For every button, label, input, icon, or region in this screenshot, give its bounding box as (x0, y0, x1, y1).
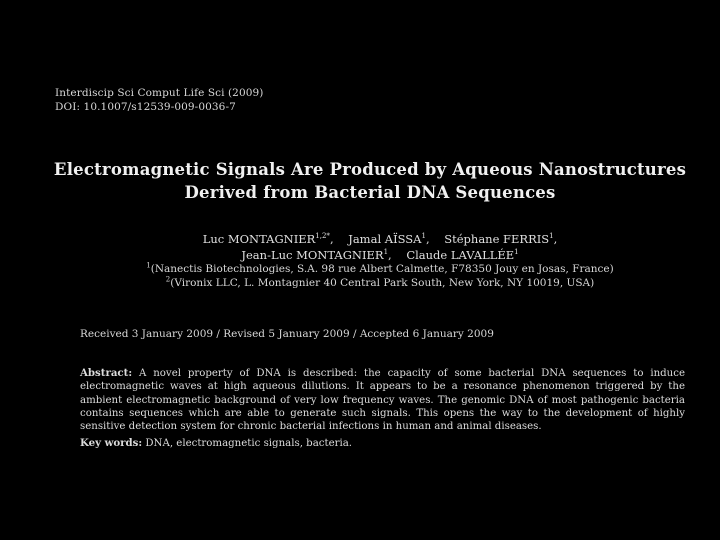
author-name: Luc MONTAGNIER (202, 232, 316, 246)
affiliation-2 (100, 276, 660, 290)
affiliation-mark: 2 (165, 275, 171, 284)
keywords-text: DNA, electromagnetic signals, bacteria. (145, 438, 353, 449)
author-line-2: Jean-Luc MONTAGNIER$^1$, Claude LAVALLÉE$^1$ (241, 248, 519, 262)
author-affiliation-mark: 1 (549, 232, 554, 241)
author-list (120, 231, 640, 263)
title-line-1: Electromagnetic Signals Are Produced by Aqueous Nanostructures (53, 160, 687, 179)
author-affiliation-mark: 1 (421, 232, 426, 241)
title-line-2: Derived from Bacterial DNA Sequences (184, 183, 556, 202)
journal-header (55, 86, 264, 114)
abstract-label: Abstract: (80, 367, 133, 379)
author-line-1: Luc $MONTAGNIER^{1,2*}$, Jamal AÏSSA$^1$, Stéphane FERRIS$^1$, (202, 232, 558, 246)
keywords (80, 437, 352, 450)
author-affiliation-mark: 1 (383, 248, 389, 257)
author-name: Jean-Luc MONTAGNIER (241, 248, 384, 262)
author-name: Claude LAVALLÉE (406, 248, 515, 262)
paper-title (40, 158, 700, 204)
affiliation-text: (Vironix LLC, L. Montagnier 40 Central Park South, New York, NY 10019, USA) (170, 277, 595, 289)
author-affiliation-mark: 1,2* (315, 232, 330, 241)
affiliation-mark: 1 (146, 261, 151, 270)
abstract (80, 367, 685, 433)
author-name: Jamal AÏSSA (348, 232, 422, 246)
keywords-label: Key words: (80, 437, 143, 449)
journal-citation: Interdiscip Sci Comput Life Sci (2009) (55, 87, 264, 99)
affiliation-text: (Nanectis Biotechnologies, S.A. 98 rue Albert Calmette, F78350 Jouy en Josas, France) (150, 263, 614, 275)
submission-dates: Received 3 January 2009 / Revised 5 January 2009 / Accepted 6 January 2009 (80, 328, 494, 340)
author-name: Stéphane FERRIS (444, 232, 550, 246)
author-affiliation-mark: 1 (514, 248, 519, 257)
journal-doi: DOI: 10.1007/s12539-009-0036-7 (55, 101, 236, 113)
affiliation-1 (100, 262, 660, 276)
abstract-text: A novel property of DNA is described: the capacity of some bacterial DNA sequences to induce electromagnetic waves at high aqueous dilutions. It appears to be a resonance phenomenon triggered by the ambient electromagnetic background of very low frequency waves. The genomic DNA of most pathogenic bacteria contains sequences which are able to generate such signals. This opens the way to the development of highly sensitive detection system for chronic bacterial infections in human and animal diseases. (80, 368, 685, 433)
